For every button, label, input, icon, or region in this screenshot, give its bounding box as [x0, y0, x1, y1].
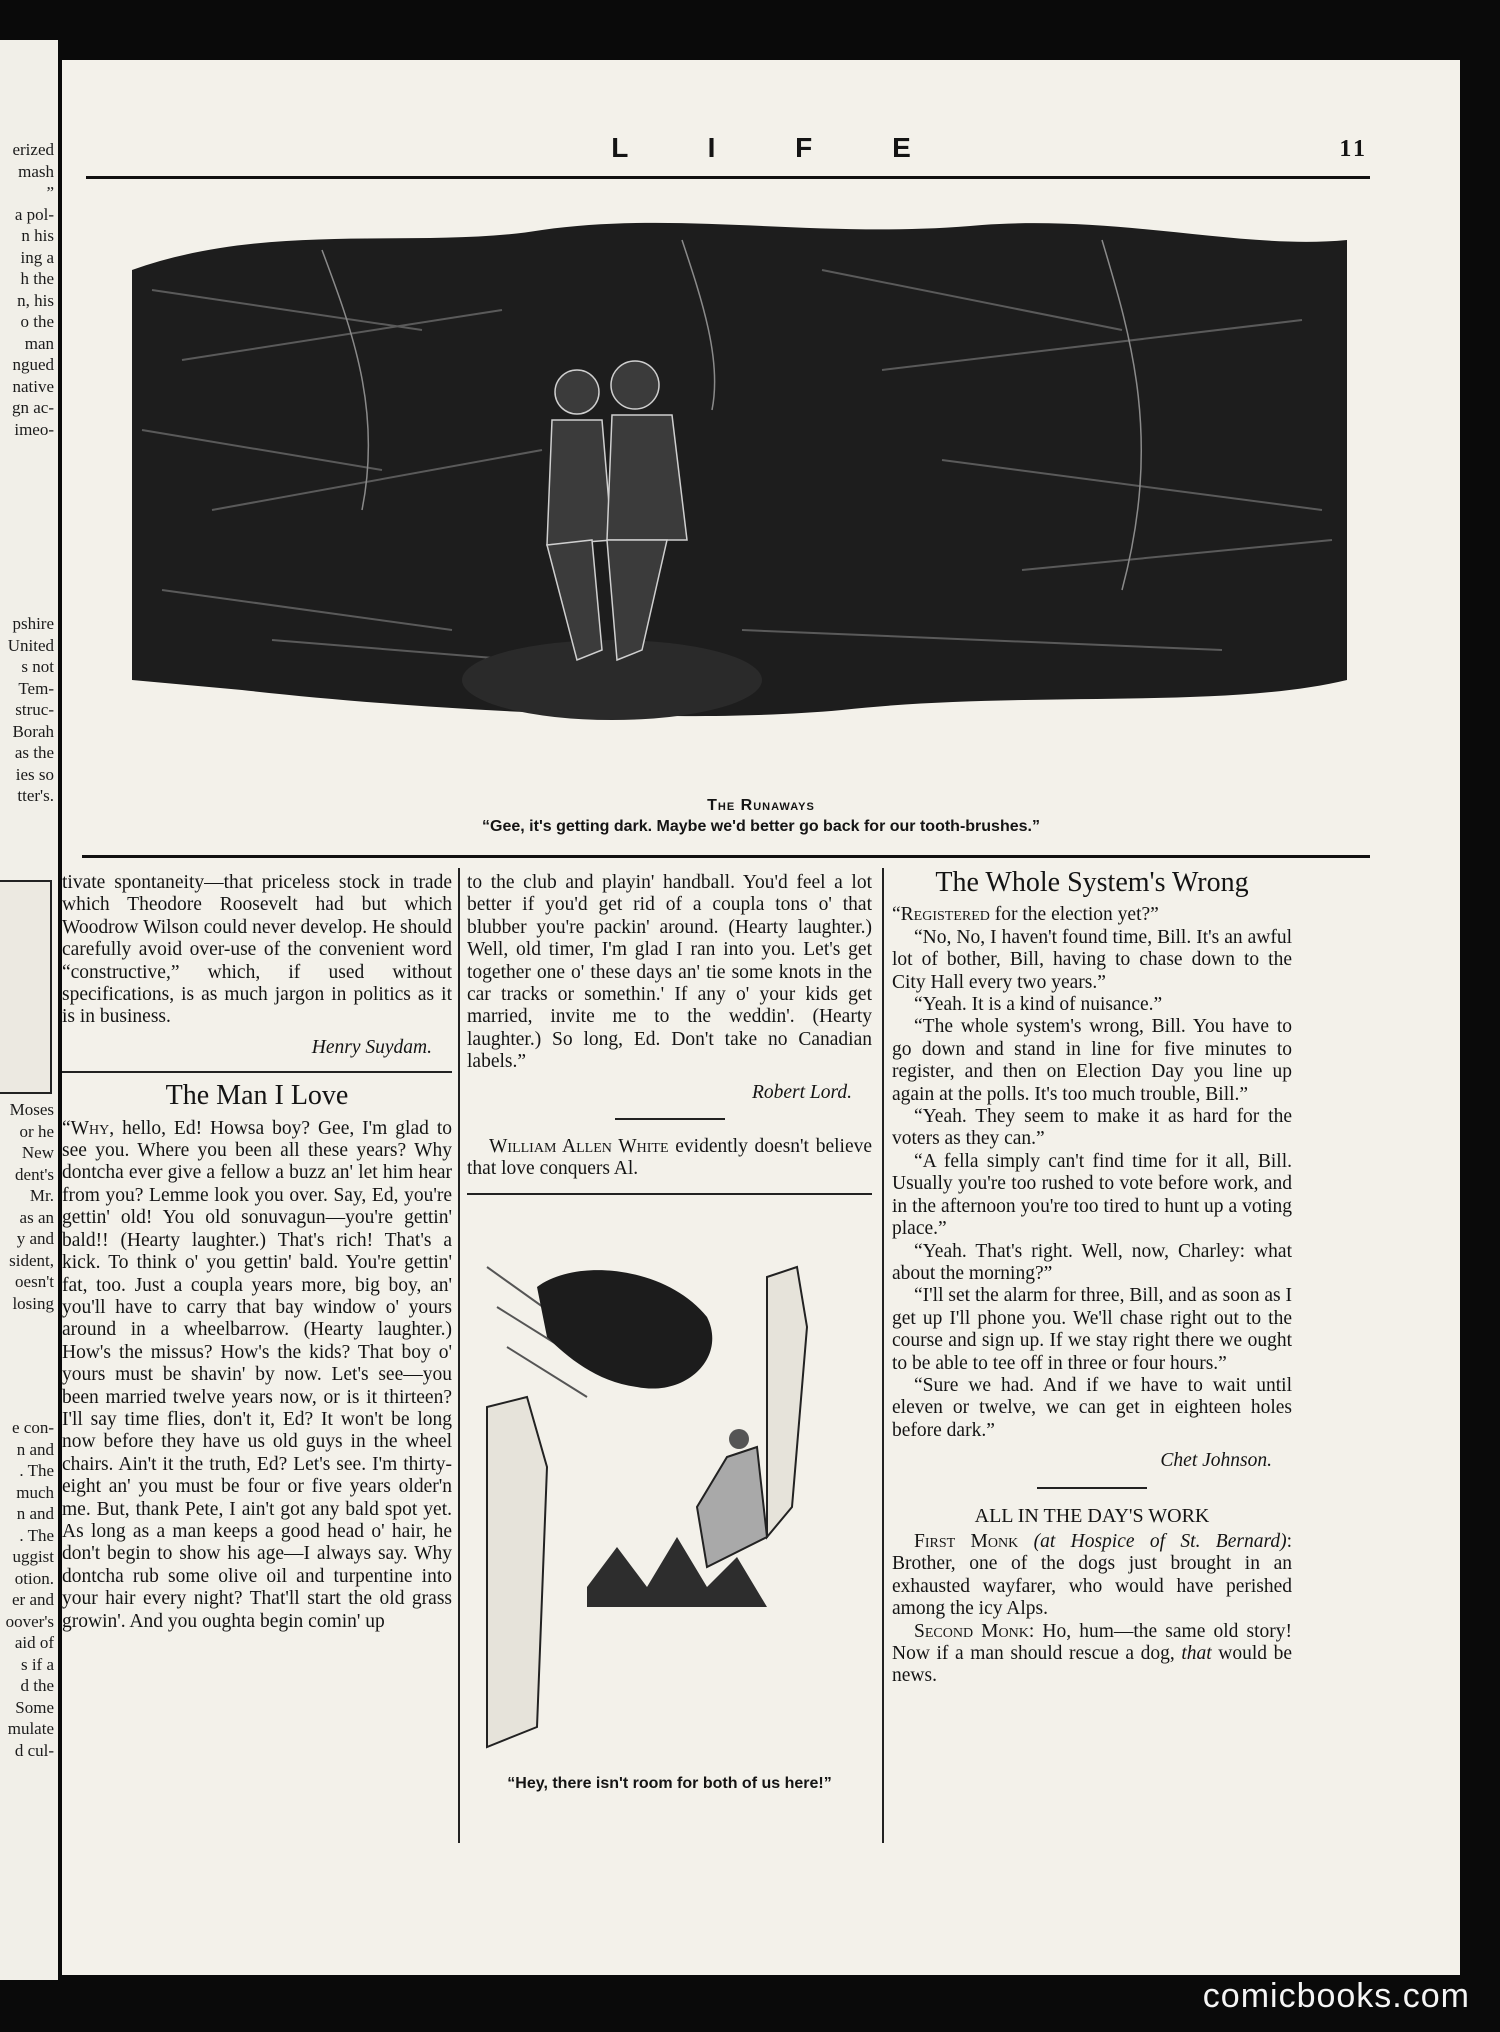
previous-page-text-line: native: [12, 376, 54, 396]
dialogue-paragraph: “Yeah. That's right. Well, now, Charley: what about the morning?”: [892, 1240, 1292, 1284]
speaker-note: (at Hospice of St. Bernard): [1033, 1530, 1287, 1552]
column-3: [892, 867, 1293, 1688]
speaker-label: First Monk: [914, 1530, 1019, 1552]
man-i-love-body: [62, 1118, 452, 1633]
previous-page-text-line: erized: [12, 140, 54, 159]
previous-page-edge: [0, 40, 58, 1980]
previous-page-text-line: ing a: [20, 247, 54, 267]
previous-page-text-line: n and: [16, 1504, 54, 1523]
previous-page-text-line: e con-: [11, 1418, 54, 1437]
section-rule: [82, 855, 1370, 858]
bear-cartoon: [467, 1207, 872, 1767]
short-rule: [1037, 1487, 1147, 1489]
cartoon-caption: “Gee, it's getting dark. Maybe we'd better go back for our tooth-brushes.”: [482, 818, 1040, 835]
previous-page-text-line: er and: [11, 1590, 54, 1609]
previous-page-text-line: oover's: [5, 1611, 54, 1631]
quip-text: evidently doesn't believe that love conquers Al.: [467, 1136, 873, 1180]
previous-page-text-line: s if a: [20, 1654, 54, 1674]
previous-page-text-line: as an: [19, 1207, 54, 1227]
column-rule: [62, 1071, 452, 1073]
dialogue-paragraph: “The whole system's wrong, Bill. You have to go down and stand in line for five minutes to register, and then on Election Day you line up again at the polls. It's too much trouble, Bill.”: [892, 1016, 1292, 1105]
previous-page-text-line: losing: [12, 1293, 54, 1313]
monk-paragraph: [892, 1621, 1292, 1688]
lead-word: “Registered: [892, 904, 990, 926]
previous-page-text-line: Some: [15, 1697, 54, 1717]
short-rule: [615, 1118, 725, 1120]
dialogue-paragraph: [892, 927, 1292, 994]
article-heading: The Whole System's Wrong: [935, 867, 1249, 898]
previous-page-text-line: n his: [21, 226, 54, 245]
author-signature: Chet Johnson.: [1160, 1450, 1272, 1472]
previous-page-text-line: United: [7, 635, 54, 655]
speaker-label: Second Monk: [914, 1620, 1029, 1642]
author-signature: Henry Suydam.: [311, 1036, 432, 1058]
lead-word: “Why,: [62, 1117, 115, 1139]
dialogue-text: for the election yet?”: [989, 904, 1159, 926]
previous-page-text-line: otion.: [14, 1568, 54, 1588]
dialogue-text: would be news.: [892, 1643, 1292, 1687]
site-watermark: comicbooks.com: [1202, 1977, 1470, 2015]
previous-page-text-line: uggist: [12, 1547, 54, 1566]
quip-name: William Allen White: [489, 1136, 669, 1158]
previous-page-text-line: y and: [16, 1229, 54, 1248]
previous-page-text-line: Moses: [9, 1100, 54, 1119]
dialogue-paragraph: “I'll set the alarm for three, Bill, and as soon as I get up I'll phone you. We'll chase right out to the course and sign up. If we stay right there we ought to be able to tee off in three or four hours.”: [892, 1285, 1292, 1374]
previous-page-text-line: ngued: [12, 355, 54, 374]
article-text: hello, Ed! Howsa boy? Gee, I'm glad to see you. Where you been all these years? Why dontcha ever give a fellow a buzz an' let him hear from you? Lemme look you over. Say, Ed, you're gettin' old! You old sonuvagun—you're gettin' bald!! (Hearty laughter.) That's rich! That's a kick. To think o' you gettin' bald. You're gettin' fat, too. Just a coupla years more, big boy, an' you'll have to carry that bay window o' yours around in a wheelbarrow. (Hearty laughter.) How's the missus? How's the kids? That boy o' yours must be shavin' by now. Let's see—you been married twelve years now, or is it thirteen? I'll say time flies, don't it, Ed? It won't be long now before they have us old guys in the wheel chairs. Ain't it the truth, Ed? Let's see. I'm thirty-eight an' you must be four or five years older'n me. But, thank Pete, I ain't got any bald spot yet. As long as a man keeps a good head o' hair, he don't begin to show his age—I always say. Why dontcha rub some olive oil and turpentine into your hair every night? That'll start the old grass growin'. And you oughta begin comin' up: [62, 1117, 452, 1632]
previous-page-text-line: Tem-: [18, 678, 54, 698]
dialogue-text: No, I haven't found time, Bill. It's an awful lot of bother, Bill, having to chase down to the City Hall every two years.”: [892, 926, 1293, 993]
dialogue-text: : Ho, hum—the same old story! Now if a man should rescue a dog,: [892, 1620, 1292, 1664]
previous-page-text-line: s not: [21, 657, 54, 676]
column-divider: [458, 868, 460, 1843]
column-2: [467, 872, 872, 1796]
previous-page-text-line: Mr.: [29, 1186, 54, 1205]
page-number: 11: [1339, 136, 1368, 162]
monk-paragraph: [892, 1531, 1292, 1621]
previous-page-text-line: . The: [19, 1461, 54, 1480]
previous-page-text-line: New: [21, 1143, 54, 1162]
dialogue-text: : Brother, one of the dogs just brought in an exhausted wayfarer, who would have perished among the icy Alps.: [892, 1530, 1292, 1620]
previous-page-text-line: . The: [19, 1525, 54, 1545]
author-signature: Robert Lord.: [751, 1081, 852, 1103]
previous-page-text-line: d cul-: [14, 1740, 54, 1760]
previous-page-text-line: d the: [20, 1676, 54, 1695]
previous-page-text-line: n, his: [17, 290, 54, 310]
previous-page-text-line: mash: [18, 161, 54, 181]
previous-page-text-line: dent's: [15, 1164, 54, 1184]
column-1: [62, 872, 452, 1633]
bear-cartoon-caption: “Hey, there isn't room for both of us here!”: [507, 1775, 832, 1793]
previous-page-text-line: a pol-: [14, 204, 54, 224]
masthead-title: L I F E: [611, 132, 947, 163]
previous-page-text-line: much: [16, 1482, 54, 1502]
man-i-love-continued: to the club and playin' handball. You'd feel a lot better if you'd get rid of a coupla tons o' that blubber you're packin' around. (Hearty laughter.) Well, old timer, I'm glad I ran into you. Let's get together one o' these days an' tie some knots in the car tracks or somethin.' If any o' your kids get married, invite me to the weddin'. (Hearty laughter.) So long, Ed. Don't take no Canadian labels.”: [467, 872, 872, 1073]
previous-page-text-line: o the: [20, 312, 54, 331]
previous-page-text-line: imeo-: [14, 419, 54, 439]
previous-page-text-line: tter's.: [17, 786, 54, 805]
magazine-page: [62, 60, 1460, 1975]
dialogue-paragraph: “A fella simply can't find time for it all, Bill. Usually you're too rushed to vote before work, and in the afternoon you're too tired to hunt up a voting place.”: [892, 1150, 1292, 1240]
dialogue-paragraph: “Yeah. They seem to make it as hard for the voters as they can.”: [892, 1106, 1292, 1150]
article-heading: ALL IN THE DAY'S WORK: [974, 1504, 1210, 1527]
runaways-illustration: [122, 210, 1354, 772]
previous-page-text-line: pshire: [12, 614, 54, 633]
column-divider: [882, 868, 884, 1843]
header-rule: [86, 176, 1370, 179]
previous-page-text-line: or he: [19, 1121, 54, 1141]
article-heading: The Man I Love: [165, 1080, 349, 1112]
dialogue-paragraph: “Yeah. It is a kind of nuisance.”: [914, 994, 1163, 1016]
previous-page-text-line: gn ac-: [11, 398, 54, 417]
previous-page-text-line: aid of: [14, 1633, 54, 1652]
previous-page-text-line: ies so: [15, 764, 54, 784]
emphasis-word: that: [1181, 1643, 1212, 1664]
previous-page-text-line: h the: [20, 269, 54, 288]
lead-word: “No,: [914, 926, 952, 948]
previous-page-text-line: man: [24, 333, 54, 353]
previous-page-text-line: n and: [16, 1439, 54, 1459]
previous-page-text-line: struc-: [15, 700, 54, 719]
previous-page-text-line: oesn't: [15, 1272, 54, 1291]
previous-page-text-line: sident,: [9, 1250, 54, 1270]
previous-page-text-line: as the: [14, 743, 54, 762]
previous-page-text-line: Borah: [12, 721, 54, 741]
previous-page-cartoon: [0, 880, 52, 1094]
column-rule: [467, 1193, 872, 1195]
previous-page-text-line: mulate: [7, 1719, 54, 1738]
dialogue-paragraph: [892, 904, 1292, 926]
quip-paragraph: [467, 1136, 872, 1181]
previous-page-text-line: ”: [46, 183, 54, 202]
dialogue-paragraph: “Sure we had. And if we have to wait until eleven or twelve, we can get in eighteen holes before dark.”: [892, 1374, 1292, 1441]
suydam-paragraph: tivate spontaneity—that priceless stock in trade which Theodore Roosevelt had but which Woodrow Wilson could never develop. He should carefully avoid over-use of the convenient word “constructive,” which, if used without specifications, is as much jargon in politics as it is in business.: [62, 872, 452, 1028]
cartoon-title: The Runaways: [707, 797, 815, 814]
